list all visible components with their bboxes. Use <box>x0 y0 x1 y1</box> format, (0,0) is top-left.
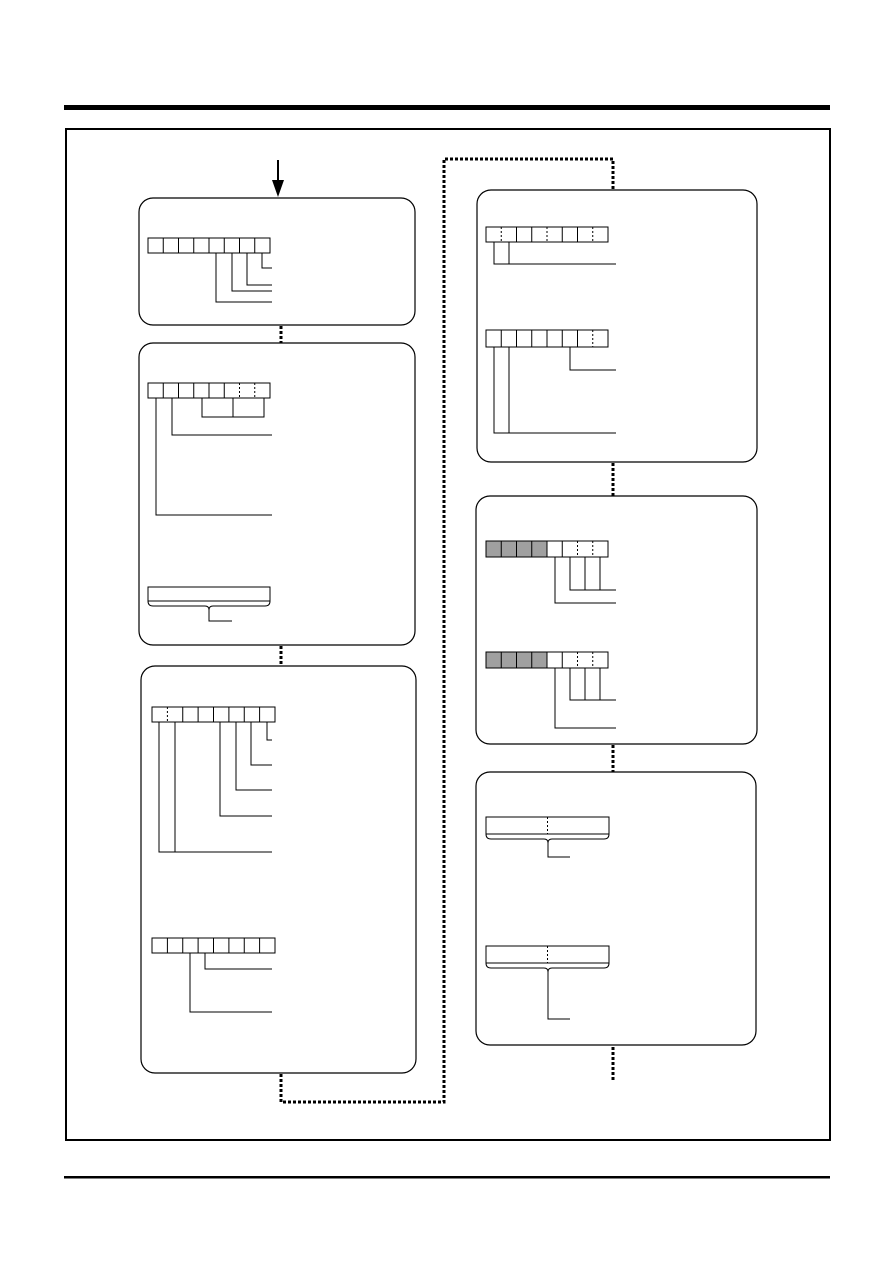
bit-register <box>486 330 608 347</box>
bit-register <box>148 383 270 398</box>
panel-box <box>141 666 416 1073</box>
panel-5 <box>476 496 757 744</box>
arrow-down-icon <box>272 160 284 197</box>
bit-leader-lines <box>156 398 272 515</box>
data-register <box>486 817 609 857</box>
bit-register <box>152 707 275 722</box>
panel-1 <box>139 198 415 325</box>
panel-6 <box>476 772 756 1045</box>
bit-register <box>486 652 608 668</box>
bit-leader-lines <box>216 253 272 302</box>
bit-leader-lines <box>555 557 616 603</box>
bit-leader-lines <box>494 347 616 433</box>
bit-register <box>148 238 270 253</box>
bit-register <box>486 541 608 557</box>
bit-leader-lines <box>494 242 616 264</box>
data-register <box>486 946 609 1019</box>
brace <box>148 601 270 610</box>
panel-box <box>476 772 756 1045</box>
data-register <box>148 587 270 621</box>
bit-leader-lines <box>555 668 616 728</box>
bit-register <box>486 227 608 242</box>
panel-3 <box>141 666 416 1073</box>
bit-register <box>152 938 275 953</box>
footer-rule <box>64 1176 830 1179</box>
bit-leader-lines <box>190 953 272 1012</box>
panel-box <box>476 496 757 744</box>
brace <box>486 834 609 843</box>
panel-4 <box>477 190 757 462</box>
diagram-frame <box>66 129 830 1140</box>
header-rule <box>64 105 830 110</box>
panel-box <box>139 198 415 325</box>
bit-leader-lines <box>159 722 272 852</box>
brace <box>486 963 609 972</box>
panel-2 <box>139 343 415 645</box>
